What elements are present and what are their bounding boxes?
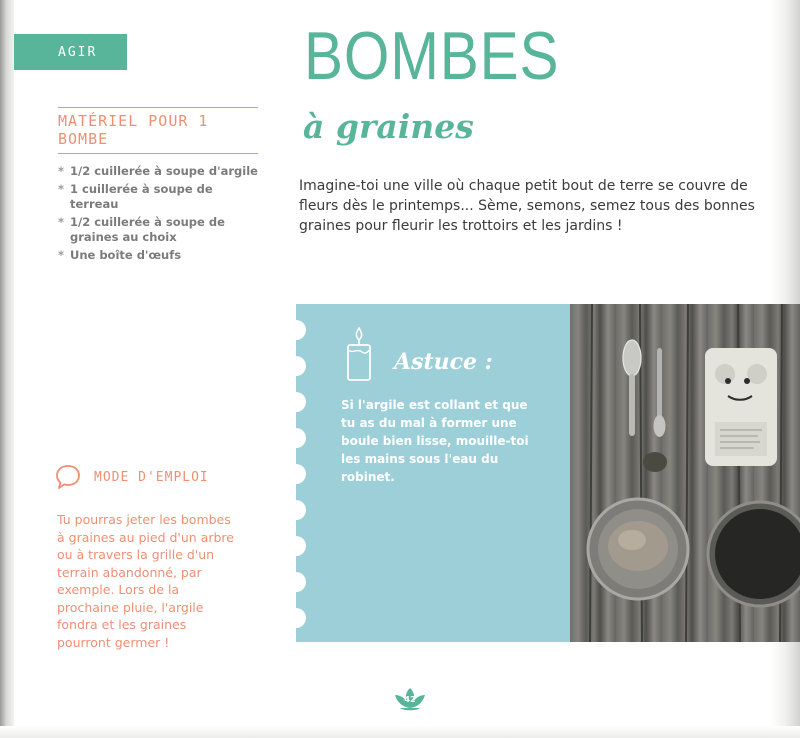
binder-hole [296, 608, 306, 628]
bowl-soil [708, 502, 800, 606]
photo-materials [570, 304, 800, 642]
bullet-icon: * [58, 182, 65, 196]
materials-item-text: Une boîte d'œufs [70, 248, 182, 262]
egg-carton [705, 348, 777, 466]
page-number [392, 686, 428, 712]
page-number-text: 42 [404, 695, 416, 704]
materials-list [58, 164, 258, 263]
book-gutter [0, 0, 14, 738]
binder-hole [296, 572, 306, 592]
binder-hole [296, 320, 306, 340]
mode-emploi-header [54, 463, 209, 491]
seeds-pile [643, 452, 667, 472]
page-bottom-edge [0, 726, 800, 738]
teaspoon [654, 348, 666, 437]
astuce-text: Si l'argile est collant et que tu as du mal à former une boule bien lisse, mouille-toi les mains sous l'eau du robinet. [341, 398, 529, 484]
materials-section [58, 107, 258, 266]
section-tag: AGIR [14, 34, 127, 70]
binder-hole [296, 392, 306, 412]
astuce-panel [296, 304, 576, 642]
materials-title: MATÉRIEL POUR 1 BOMBE [58, 107, 258, 154]
binder-hole [296, 500, 306, 520]
materials-item-text: 1/2 cuillerée à soupe de graines au choix [70, 215, 225, 244]
bowl-clay [588, 499, 688, 599]
binder-hole [296, 536, 306, 556]
materials-item [58, 164, 258, 179]
materials-item [58, 182, 258, 212]
binder-hole [296, 428, 306, 448]
photo-illustration [570, 304, 800, 642]
materials-item-text: 1 cuillerée à soupe de terreau [70, 182, 213, 211]
binder-hole [296, 356, 306, 376]
bullet-icon: * [58, 215, 65, 229]
bullet-icon: * [58, 248, 65, 262]
binder-hole [296, 464, 306, 484]
spoon [623, 340, 641, 436]
mode-emploi-title: MODE D'EMPLOI [94, 469, 209, 485]
astuce-label: Astuce : [394, 349, 493, 375]
materials-item [58, 248, 258, 263]
materials-item [58, 215, 258, 245]
mode-emploi-text: Tu pourras jeter les bombes à graines au pied d'un arbre ou à travers la grille d'un terrain abandonné, par exemple. Lors de la prochaine pluie, l'argile fondra et les graines pourront germer ! [57, 512, 234, 650]
bullet-icon: * [58, 164, 65, 178]
page-title: BOMBES [304, 18, 560, 94]
page-subtitle: à graines [303, 107, 474, 146]
candle-icon [344, 326, 374, 382]
materials-item-text: 1/2 cuillerée à soupe d'argile [70, 164, 258, 178]
intro-paragraph: Imagine-toi une ville où chaque petit bout de terre se couvre de fleurs dès le printemps... Sème, semons, semez tous des bonnes graines pour fleurir les trottoirs et les jardins ! [299, 178, 755, 234]
speech-bubble-icon [54, 463, 82, 491]
